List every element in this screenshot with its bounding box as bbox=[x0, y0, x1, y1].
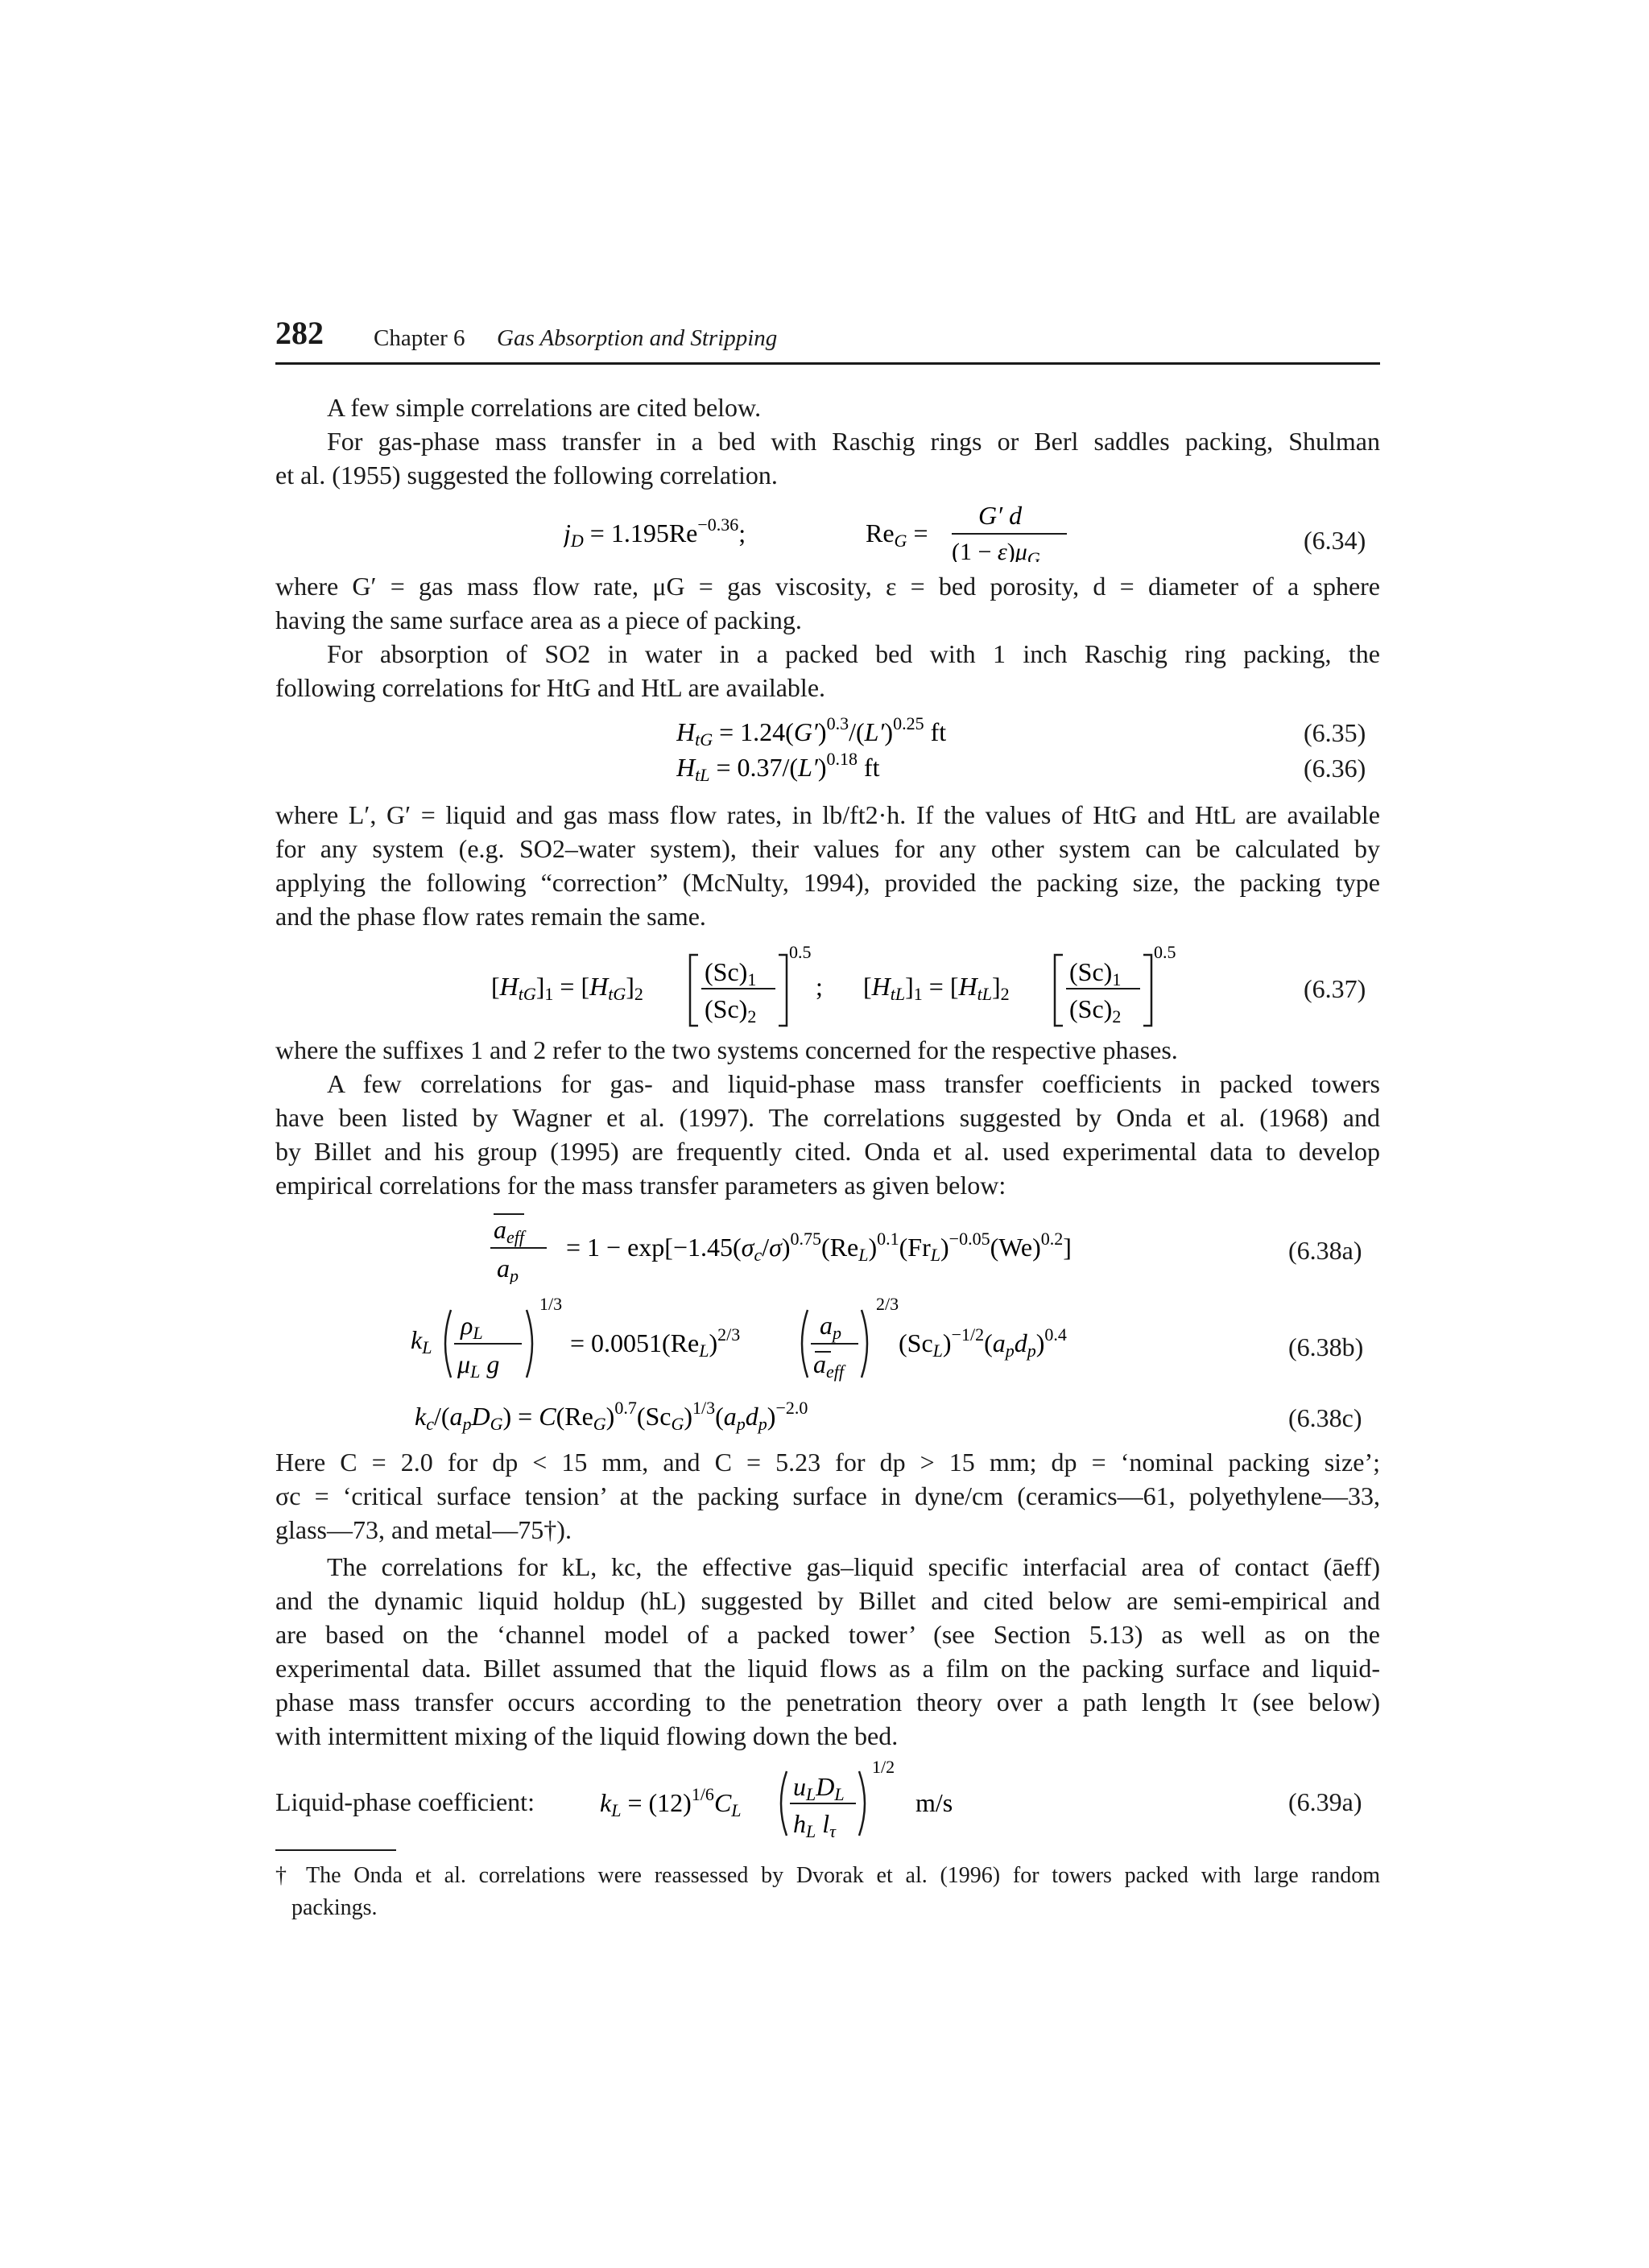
chapter-title: Gas Absorption and Stripping bbox=[497, 325, 778, 351]
paragraph-line: applying the following “correction” (McNulty, 1994), provided the packing size, the packing type bbox=[275, 868, 1380, 897]
svg-text:(Sc)2: (Sc)2 bbox=[705, 994, 757, 1027]
svg-text:ap: ap bbox=[497, 1254, 519, 1284]
paragraph-line: For gas-phase mass transfer in a bed with Raschig rings or Berl saddles packing, Shulman bbox=[327, 427, 1380, 456]
svg-text:1/2: 1/2 bbox=[872, 1757, 895, 1777]
paragraph-line: experimental data. Billet assumed that the liquid flows as a film on the packing surface and liquid- bbox=[275, 1654, 1380, 1683]
paragraph-line: A few simple correlations are cited below. bbox=[327, 393, 762, 422]
svg-text:hL lτ: hL lτ bbox=[793, 1809, 837, 1841]
paragraph-line: and the phase flow rates remain the same. bbox=[275, 902, 706, 931]
equation-label: Liquid-phase coefficient: bbox=[275, 1787, 535, 1816]
footnote-line: packings. bbox=[291, 1895, 378, 1920]
equation-6-39a bbox=[600, 1755, 986, 1848]
paragraph-line: where L′, G′ = liquid and gas mass flow rates, in lb/ft2·h. If the values of HtG and HtL are available bbox=[275, 800, 1380, 829]
paragraph-line: where the suffixes 1 and 2 refer to the two systems concerned for the respective phases. bbox=[275, 1035, 1178, 1064]
svg-text:ReG =: ReG = bbox=[866, 518, 928, 551]
equation-6-37 bbox=[487, 940, 1260, 1029]
paragraph-line: σc = ‘critical surface tension’ at the packing surface in dyne/cm (ceramics—61, polyethylene—33, bbox=[275, 1481, 1380, 1510]
chapter-label: Chapter 6 bbox=[374, 325, 465, 351]
equation-number: (6.36) bbox=[1304, 754, 1366, 783]
equation-number: (6.35) bbox=[1304, 718, 1366, 747]
paragraph-line: and the dynamic liquid holdup (hL) suggested by Billet and cited below are semi-empirical and bbox=[275, 1586, 1380, 1615]
paragraph-line: glass—73, and metal—75†). bbox=[275, 1515, 572, 1544]
svg-text:kL: kL bbox=[411, 1325, 432, 1357]
svg-text:0.5: 0.5 bbox=[1154, 942, 1176, 962]
svg-text:ρL: ρL bbox=[461, 1311, 483, 1343]
footnote-line: † The Onda et al. correlations were reassessed by Dvorak et al. (1996) for towers packed with large random bbox=[275, 1863, 1380, 1888]
svg-text:m/s: m/s bbox=[915, 1788, 953, 1817]
equation-6-34 bbox=[564, 498, 1127, 562]
paragraph-line: phase mass transfer occurs according to the penetration theory over a path length lτ (see below) bbox=[275, 1688, 1381, 1716]
paragraph-line: by Billet and his group (1995) are frequently cited. Onda et al. used experimental data to develop bbox=[275, 1137, 1380, 1166]
equation-6-38a bbox=[487, 1208, 1212, 1284]
svg-text:μL g: μL g bbox=[457, 1349, 500, 1382]
svg-text:(ScL)−1/2(apdp)0.4: (ScL)$^{-1/2}$(apdp)$^{0.4}$ bbox=[899, 1324, 1067, 1361]
svg-text:[HtG]1 = [HtG]2: [HtG]1 = [HtG]2 bbox=[491, 972, 643, 1004]
equation-6-38c bbox=[415, 1391, 1027, 1436]
svg-text:ap: ap bbox=[820, 1311, 841, 1343]
paragraph-line: following correlations for HtG and HtL are available. bbox=[275, 673, 826, 702]
equation-number: (6.39a) bbox=[1288, 1787, 1362, 1816]
svg-text:2/3: 2/3 bbox=[876, 1294, 899, 1314]
svg-text:kc/(apDG) = C(ReG)0.7(ScG)1/: kc/(apDG) = C(ReG)$^{0.7}$(ScG)$^{1/3}$(apdp)$^{-2.0}$ bbox=[415, 1398, 808, 1434]
paragraph-line: Here C = 2.0 for dp < 15 mm, and C = 5.23 for dp > 15 mm; dp = ‘nominal packing size’; bbox=[275, 1448, 1380, 1477]
svg-text:HtG = 1.24(G′)0.3/(L′)0.25 ft: HtG = $1.24(G')^{0.3}/(L')^{0.25}$ ft bbox=[676, 713, 947, 750]
paragraph-line: are based on the ‘channel model of a packed tower’ (see Section 5.13) as well as on the bbox=[275, 1620, 1380, 1649]
svg-text:;: ; bbox=[816, 972, 823, 1001]
footnote-rule bbox=[275, 1849, 396, 1851]
svg-text:kL = (12)1/6CL: kL = $(12)^{1/6}CL$ bbox=[600, 1784, 742, 1820]
svg-text:uLDL: uLDL bbox=[793, 1772, 845, 1804]
paragraph-line: et al. (1955) suggested the following correlation. bbox=[275, 461, 778, 490]
svg-text:(Sc)2: (Sc)2 bbox=[1069, 994, 1122, 1027]
svg-text:0.5: 0.5 bbox=[789, 942, 812, 962]
svg-text:HtL = 0.37/(L′)0.18 ft: HtL = $0.37/(L')^{0.18}$ ft bbox=[676, 749, 880, 785]
equation-number: (6.38c) bbox=[1288, 1403, 1362, 1432]
equation-6-35 bbox=[676, 712, 1047, 752]
svg-text:(1 − ε)μG: $(1 - \varepsilon)\mu_G$ bbox=[952, 539, 1040, 562]
svg-text:= 1 − exp[−1.45(σc/σ)0.75(R: = $1 - \exp[-1.45(\sigma c/\sigma)^{0.75}(ReL)^{0.1}(FrL)^{-0.05}(We)^{0.2}]$ bbox=[566, 1229, 1072, 1265]
paragraph-line: having the same surface area as a piece of packing. bbox=[275, 605, 802, 634]
equation-number: (6.38b) bbox=[1288, 1332, 1364, 1361]
paragraph-line: where G′ = gas mass flow rate, μG = gas viscosity, ε = bed porosity, d = diameter of a sphere bbox=[275, 572, 1380, 601]
svg-text:(Sc)1: (Sc)1 bbox=[705, 957, 757, 989]
paragraph-line: A few correlations for gas- and liquid-phase mass transfer coefficients in packed towers bbox=[327, 1069, 1380, 1098]
paragraph-line: have been listed by Wagner et al. (1997). The correlations suggested by Onda et al. (1968) and bbox=[275, 1103, 1380, 1132]
svg-text:aeff: aeff bbox=[494, 1215, 524, 1247]
svg-text:jD = 1.195Re−0.36;: jD = $1.195Re^{-0.36}$; bbox=[564, 514, 746, 551]
equation-6-36 bbox=[676, 747, 1015, 787]
paragraph-line: for any system (e.g. SO2–water system), their values for any other system can be calculated by bbox=[275, 834, 1380, 863]
paragraph-line: For absorption of SO2 in water in a packed bed with 1 inch Raschig ring packing, the bbox=[327, 639, 1380, 668]
svg-text:aeff: aeff bbox=[813, 1349, 844, 1382]
equation-number: (6.34) bbox=[1304, 526, 1366, 555]
paragraph-line: The correlations for kL, kc, the effective gas–liquid specific interfacial area of contact (āeff) bbox=[327, 1552, 1380, 1581]
equation-number: (6.37) bbox=[1304, 974, 1366, 1003]
equation-6-38b bbox=[411, 1292, 1135, 1389]
paragraph-line: with intermittent mixing of the liquid flowing down the bed. bbox=[275, 1721, 899, 1750]
running-head bbox=[275, 312, 1380, 365]
equation-number: (6.38a) bbox=[1288, 1236, 1362, 1265]
page-number: 282 bbox=[275, 315, 324, 351]
paragraph-line: empirical correlations for the mass transfer parameters as given below: bbox=[275, 1171, 1006, 1200]
svg-text:G′ d: G′ d bbox=[978, 501, 1023, 530]
svg-text:1/3: 1/3 bbox=[539, 1294, 563, 1314]
svg-text:= 0.0051(ReL)2/3: = 0.0051(ReL)$^{2/3}$ bbox=[570, 1324, 741, 1361]
svg-text:[HtL]1 = [HtL]2: [HtL]1 = [HtL]2 bbox=[863, 972, 1010, 1004]
svg-text:(Sc)1: (Sc)1 bbox=[1069, 957, 1122, 989]
